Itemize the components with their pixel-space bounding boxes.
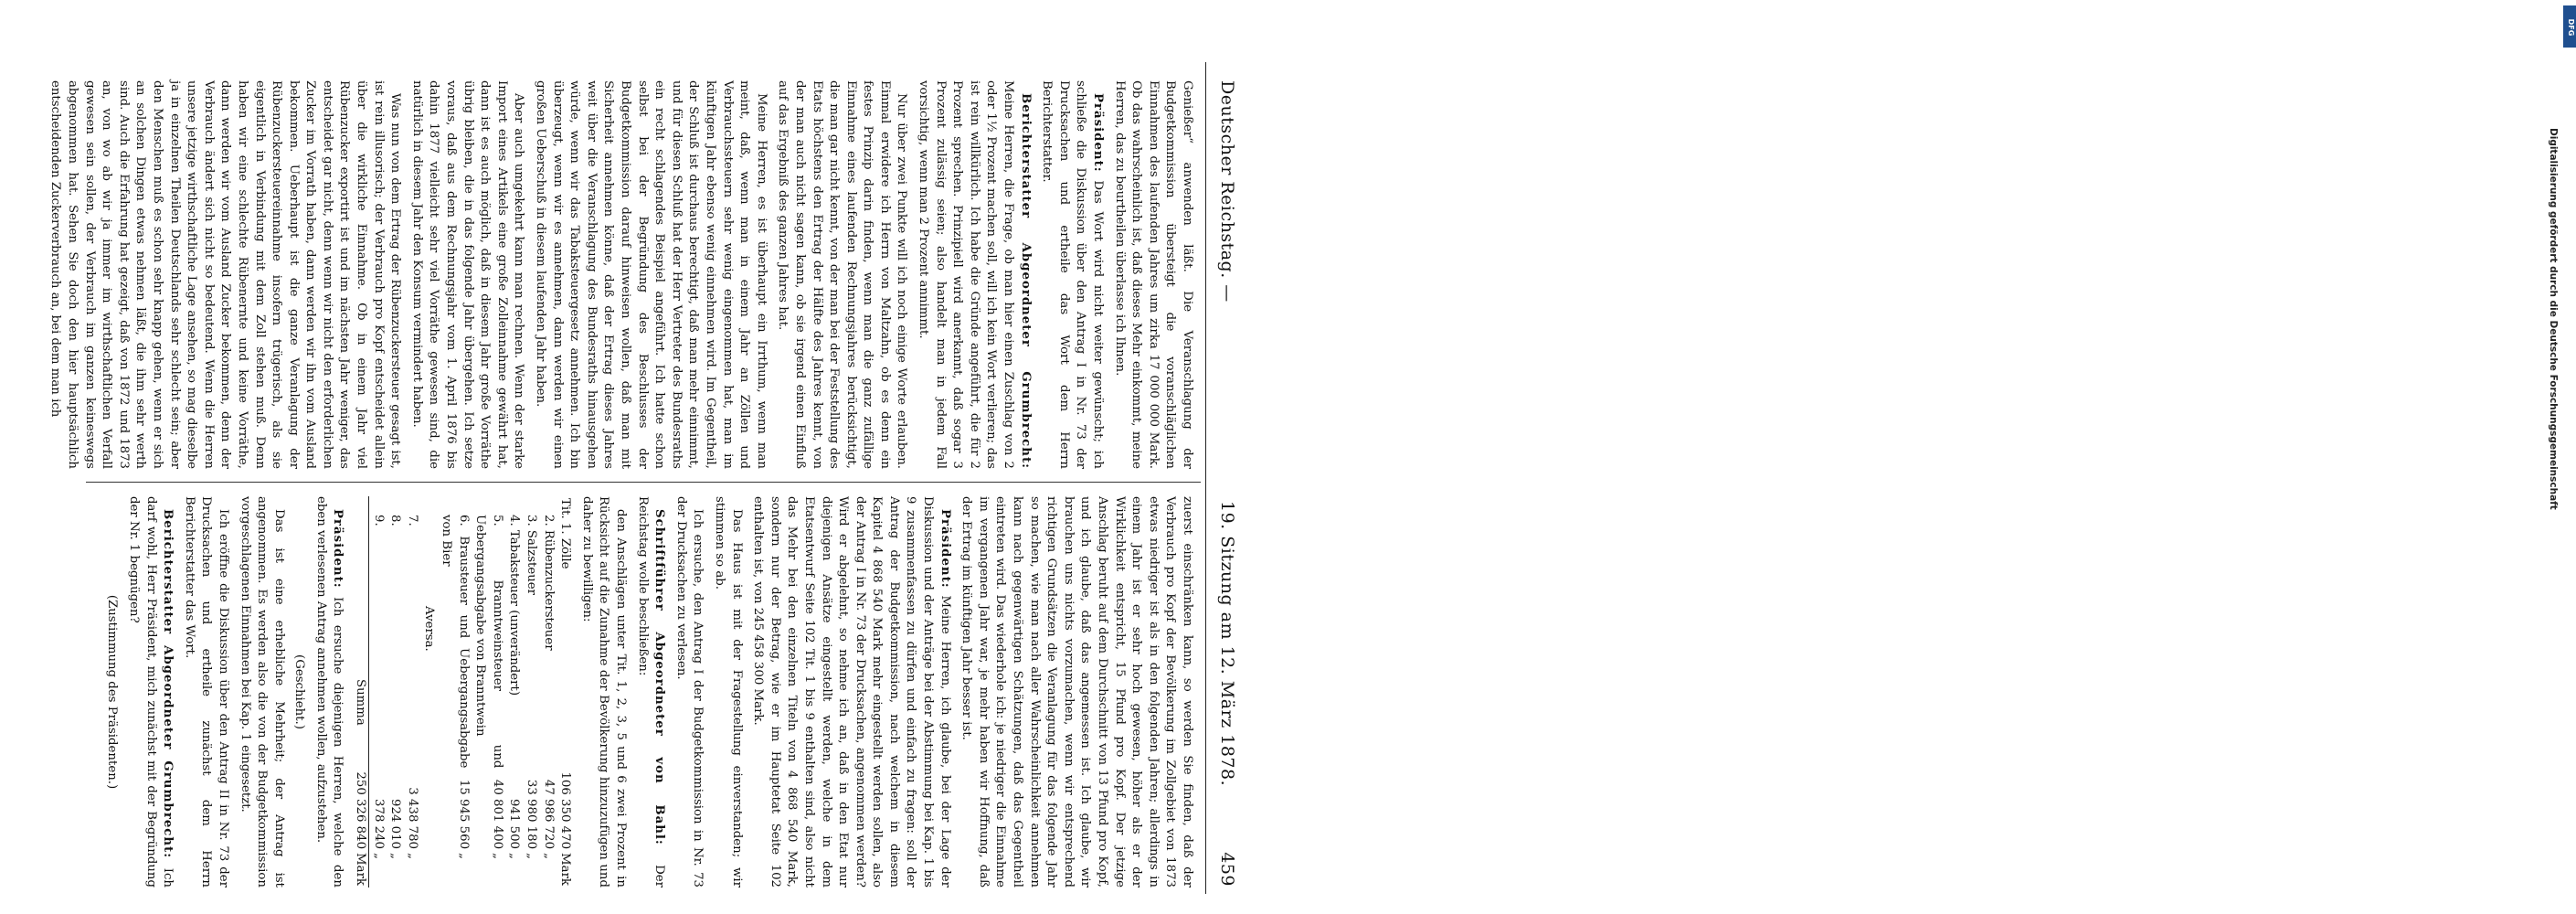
paragraph: Nur über zwei Punkte will ich noch einige Worte erlauben. Einmal erwidere ich Herrn von Maltzahn, ob es denn ein festes Prinzip darin finden, wenn man die ganz zufällige Einnahme eines laufenden Rechnungsjahres berücksichtigt, die man gar nicht kennt, von der man bei der Feststellung des Etats höchstens den Ertrag der Hälfte des Jahres kennt, von der man auch nicht sagen kann, ob sie irgend einen Einfluß auf das Ergebniß des ganzen Jahres hat. <box>776 80 909 469</box>
paragraph: Präsident: Meine Herren, ich glaube, bei der Lage der Diskussion und der Anträge bei der Abstimmung bei Kap. 1 bis 9 zusammenfassen zu dürfen und einfach zu fragen: soll der Antrag der Budgetkommission, nach welchem in diesem Kapitel 4 868 540 Mark mehr eingestellt werden sollen, also der Antrag I in Nr. 73 der Drucksachen, angenommen werden? Wird er abgelehnt, so nehme ich an, daß in den Etat nur diejenigen Ansätze eingestellt werden, welche in dem Etatsentwurf Seite 102 Tit. 1 bis 9 enthalten sind, also nicht das Mehr bei den einzelnen Titeln von 4 868 540 Mark, sondern nur der Betrag, wie er im Hauptetat Seite 102 enthalten ist, von 245 458 300 Mark. <box>751 496 952 887</box>
column-divider <box>86 482 1201 483</box>
page-header <box>1205 62 1243 894</box>
paragraph: Das Haus ist mit der Fragestellung einverstanden; wir stimmen so ab. <box>712 496 744 887</box>
paragraph: Genießer“ anwenden läßt. Die Veranschlagung der Budgetkommission übersteigt die voranschläglichen Einnahmen des laufenden Jahres um zirka 17 000 000 Mark. Ob das wahrscheinlich ist, daß dieses Mehr einkommt, meine Herren, das zu beurtheilen überlasse ich Ihnen. <box>1112 80 1194 469</box>
speaker-name: Präsident: <box>331 509 345 589</box>
page-number: 459 <box>1217 852 1237 887</box>
table-row: 5. Branntweinsteuer und Uebergangsabgabe von Branntwein 40 801 400 „ <box>473 515 504 859</box>
table-row: 9. 378 240 „ <box>371 515 386 859</box>
speaker-name: Präsident: <box>1091 93 1106 173</box>
paragraph: Das ist eine erhebliche Mehrheit; der Antrag ist angenommen. Es werden also die von der Budgetkommission vorgeschlagenen Einnahmen bei Kap. 1 eingesetzt. <box>238 496 286 887</box>
paragraph: Berichterstatter Abgeordneter Grumbrecht: Ich darf wohl, Herr Präsident, mich zunächst mit der Begründung der Nr. 1 begnügen? <box>126 496 175 887</box>
paragraph: zuerst einschränken kann, so werden Sie finden, daß der Verbrauch pro Kopf der Bevölkerung im Zollgebiet von 1873 etwas niedriger ist als in den folgenden Jahren; allerdings in einem Jahr ist er sehr hoch gewesen, höher als er der Wirklichkeit entspricht, 15 Pfund pro Kopf. Der jetzige Anschlag beruht auf dem Durchschnitt von 13 Pfund pro Kopf, und ich glaube, daß das angemessen ist. Ich glaube, wir brauchen uns nichts vorzumachen, wenn wir entsprechend richtigen Grundsätzen die Veranlagung für das folgende Jahr so machen, wie man nach aller Wahrscheinlichkeit annehmen kann nach gegenwärtigen Schätzungen, daß das Gegentheil eintreten wird. Das wiederhole ich: je niedriger die Einnahme im vergangenen Jahr war, je mehr haben wir Hoffnung, daß der Ertrag im künftigen Jahr besser ist. <box>959 496 1194 887</box>
table-row: 3. Salzsteuer 33 980 180 „ <box>525 515 539 859</box>
table-row: 8. 924 010 „ <box>388 515 403 859</box>
table-row: 6. Brausteuer und Uebergangsabgabe von Bier 15 945 560 „ <box>440 515 471 859</box>
dfg-logo: DFG <box>2563 5 2576 48</box>
paragraph: Schriftführer Abgeordneter von Bahl: Der Reichstag wolle beschließen: <box>635 496 667 887</box>
paragraph: den Anschlägen unter Tit. 1, 2, 3, 5 und 6 zwei Prozent in Rücksicht auf die Zunahme der Bevölkerung hinzuzufügen und daher zu bewilligen: <box>579 496 628 887</box>
speaker-name: Berichterstatter Abgeordneter Grumbrecht: <box>1018 93 1033 469</box>
paragraph: Aber auch umgekehrt kann man rechnen. Wenn der starke Import eines Artikels eine große Zolleinnahme gewährt hat, dann ist es auch möglich, daß in diesem Jahr große Vorräthe übrig bleiben, die in das folgende Jahr übergehen. Ich setze voraus, daß aus dem Rechnungsjahr vom 1. April 1876 bis dahin 1877 vielleicht sehr viel Vorräthe gewesen sind, die natürlich in diesem Jahr den Konsum vermindert haben. <box>409 80 526 469</box>
left-column <box>48 80 1195 469</box>
table-row: 7. 3 438 780 „ <box>405 515 419 859</box>
parenthetical-note: (Zustimmung des Präsidenten.) <box>105 594 120 790</box>
table-row: 2. Rübenzuckersteuer 47 986 720 „ <box>541 515 556 859</box>
speaker-name: Berichterstatter Abgeordneter Grumbrecht: <box>161 509 175 859</box>
paragraph: Ich eröffne die Diskussion über den Antrag II in Nr. 73 der Drucksachen und ertheile zunächst dem Herrn Berichterstatter das Wort. <box>182 496 230 887</box>
right-column <box>90 496 1195 887</box>
paragraph: Präsident: Das Wort wird nicht weiter gewünscht; ich schließe die Diskussion über den Antrag I in Nr. 73 der Drucksachen und ertheile das Wort dem Herrn Berichterstatter. <box>1040 80 1106 469</box>
speaker-name: Schriftführer Abgeordneter von Bahl: <box>652 509 667 845</box>
parenthetical-note: (Geschieht.) <box>292 654 307 729</box>
digitization-credit: Digitalisierung gefördert durch die Deutsche Forschungsgemeinschaft <box>2548 128 2559 510</box>
budget-titles-table <box>352 496 574 887</box>
paragraph: Meine Herren, es ist überhaupt ein Irrthum, wenn man meint, daß, wenn man in einem Jahr an Zöllen und Verbrauchssteuern sehr wenig eingenommen hat, man im künftigen Jahr ebenso wenig einnehmen wird. Im Gegentheil, der Schluß ist durchaus berechtigt, daß man mehr einnimmt, und für diesen Schluß hat der Herr Vertreter des Bundesraths ein recht schlagendes Beispiel angeführt. Ich hatte schon selbst bei der Begründung des Beschlusses der Budgetkommission darauf hinweisen wollen, daß man mit Sicherheit annehmen könne, daß der Ertrag dieses Jahres weit über die Veranschlagung des Bundesraths hinausgehen würde, wenn wir das Tabaksteuergesetz annehmen. Ich bin überzeugt, wenn wir es annehmen, dann werden wir einen großen Ueberschuß in diesem laufenden Jahr haben. <box>534 80 769 469</box>
table-row: Aversa. <box>422 606 437 652</box>
document-page <box>48 62 1243 894</box>
table-row: 4. Tabaksteuer (unverändert) 941 500 „ <box>507 515 522 859</box>
paragraph: Was nun von dem Ertrag der Rübenzuckersteuer gesagt ist, ist rein illusorisch; der Verbrauch pro Kopf entscheidet allein über die wirkliche Einnahme. Ob in einem Jahr viel Rübenzucker exportirt ist und im nächsten Jahr weniger, das entscheidet gar nicht, denn wenn wir nicht den erforderlichen Zucker im Vorrath haben, dann werden wir ihn vom Ausland bekommen. Ueberhaupt ist die ganze Veranlagung der Rübenzuckersteuereinnahme insofern trügerisch, als sie eigentlich in Verbindung mit dem Zoll stehen muß. Denn haben wir eine schlechte Rübenernte und keine Vorräthe, dann werden wir vom Ausland Zucker bekommen, denn der Verbrauch ändert sich nicht so bedeutend. Wenn die Herren unsere jetzige wirthschaftliche Lage ansehen, so mag dieselbe ja in einzelnen Theilen Deutschlands sehr schlecht sein; aber den Menschen muß es schon sehr knapp gehen, wenn er sich an solchen Dingen etwas nehmen läßt, die ihm sehr werth sind. Auch die Erfahrung hat gezeigt, daß von 1872 und 1873 an, von wo ab wir ja immer im wirthschaftlichen Verfall gewesen sein sollen, der Verbrauch im ganzen keineswegs abgenommen hat. Sehen Sie doch den hier hauptsächlich entscheidenden Zuckerverbrauch an, bei dem man ich <box>48 80 403 469</box>
table-row: Tit. 1. Zölle 106 350 470 Mark <box>558 498 573 886</box>
speaker-name: Präsident: <box>938 509 952 589</box>
paragraph: Berichterstatter Abgeordneter Grumbrecht: Meine Herren, die Frage, ob man hier einen Zuschlag von 2 oder 1½ Prozent machen soll, will ich kein Wort verlieren; das ist rein willkürlich. Ich habe die Gründe angeführt, die für 2 Prozent sprechen. Prinzipiell wird anerkannt, daß sogar 3 Prozent zulässig seien; also handelt man in jedem Fall vorsichtig, wenn man 2 Prozent annimmt. <box>917 80 1033 469</box>
header-title: Deutscher Reichstag. — <box>1217 80 1237 303</box>
sum-row: Summa 250 326 840 Mark <box>352 496 369 887</box>
header-session: 19. Sitzung am 12. März 1878. <box>1217 501 1237 787</box>
paragraph: Ich ersuche, den Antrag I der Budgetkommission in Nr. 73 der Drucksachen zu verlesen. <box>673 496 705 887</box>
paragraph: Präsident: Ich ersuche diejenigen Herren, welche den eben verlesenen Antrag annehmen wollen, aufzustehen. <box>313 496 345 887</box>
